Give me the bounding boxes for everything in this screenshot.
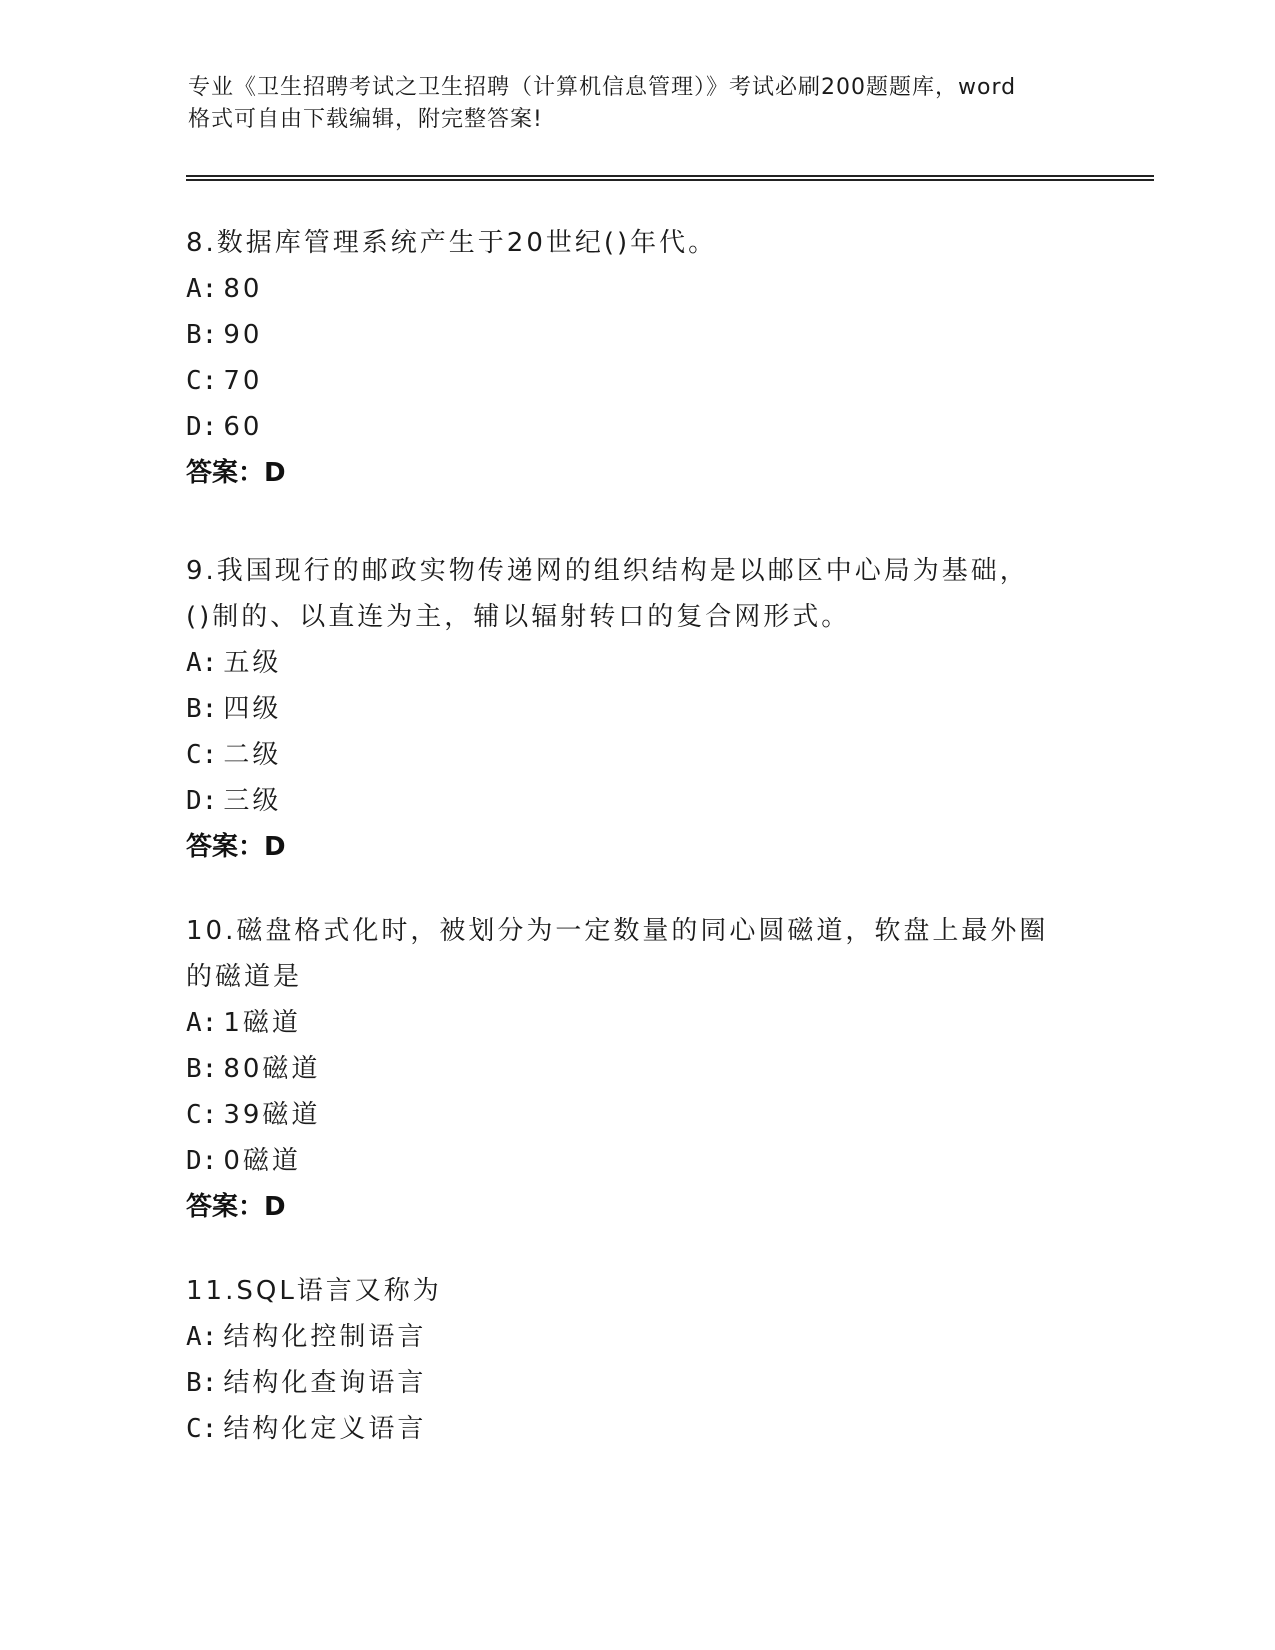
option-b: B: 80磁道	[186, 1054, 321, 1084]
answer: 答案：D	[186, 458, 286, 488]
question-9	[186, 548, 1046, 870]
option-d: D: 三级	[186, 786, 282, 816]
question-text: 10.磁盘格式化时，被划分为一定数量的同心圆磁道，软盘上最外圈的磁道是	[186, 916, 1049, 992]
option-b: B: 90	[186, 320, 263, 350]
option-c: C: 70	[186, 366, 263, 396]
answer: 答案：D	[186, 1192, 286, 1222]
option-d: D: 0磁道	[186, 1146, 301, 1176]
option-a: A: 80	[186, 274, 263, 304]
option-d: D: 60	[186, 412, 263, 442]
option-a: A: 1磁道	[186, 1008, 301, 1038]
option-c: C: 39磁道	[186, 1100, 321, 1130]
question-text: 11.SQL语言又称为	[186, 1276, 442, 1306]
option-c: C: 二级	[186, 740, 282, 770]
question-text: 8.数据库管理系统产生于20世纪()年代。	[186, 228, 718, 258]
header-divider	[186, 175, 1154, 181]
header-line-1: 专业《卫生招聘考试之卫生招聘（计算机信息管理）》考试必刷200题题库，word	[188, 75, 1017, 100]
option-b: B: 结构化查询语言	[186, 1368, 427, 1398]
answer: 答案：D	[186, 832, 286, 862]
question-8	[186, 220, 1086, 496]
question-11	[186, 1268, 1086, 1452]
option-a: A: 结构化控制语言	[186, 1322, 427, 1352]
question-10	[186, 908, 1066, 1230]
header-line-2: 格式可自由下载编辑，附完整答案!	[188, 107, 543, 132]
document-header	[188, 72, 1088, 136]
option-b: B: 四级	[186, 694, 282, 724]
question-text: 9.我国现行的邮政实物传递网的组织结构是以邮区中心局为基础，()制的、以直连为主，辅以辐射转口的复合网形式。	[186, 556, 1029, 632]
option-c: C: 结构化定义语言	[186, 1414, 427, 1444]
option-a: A: 五级	[186, 648, 282, 678]
